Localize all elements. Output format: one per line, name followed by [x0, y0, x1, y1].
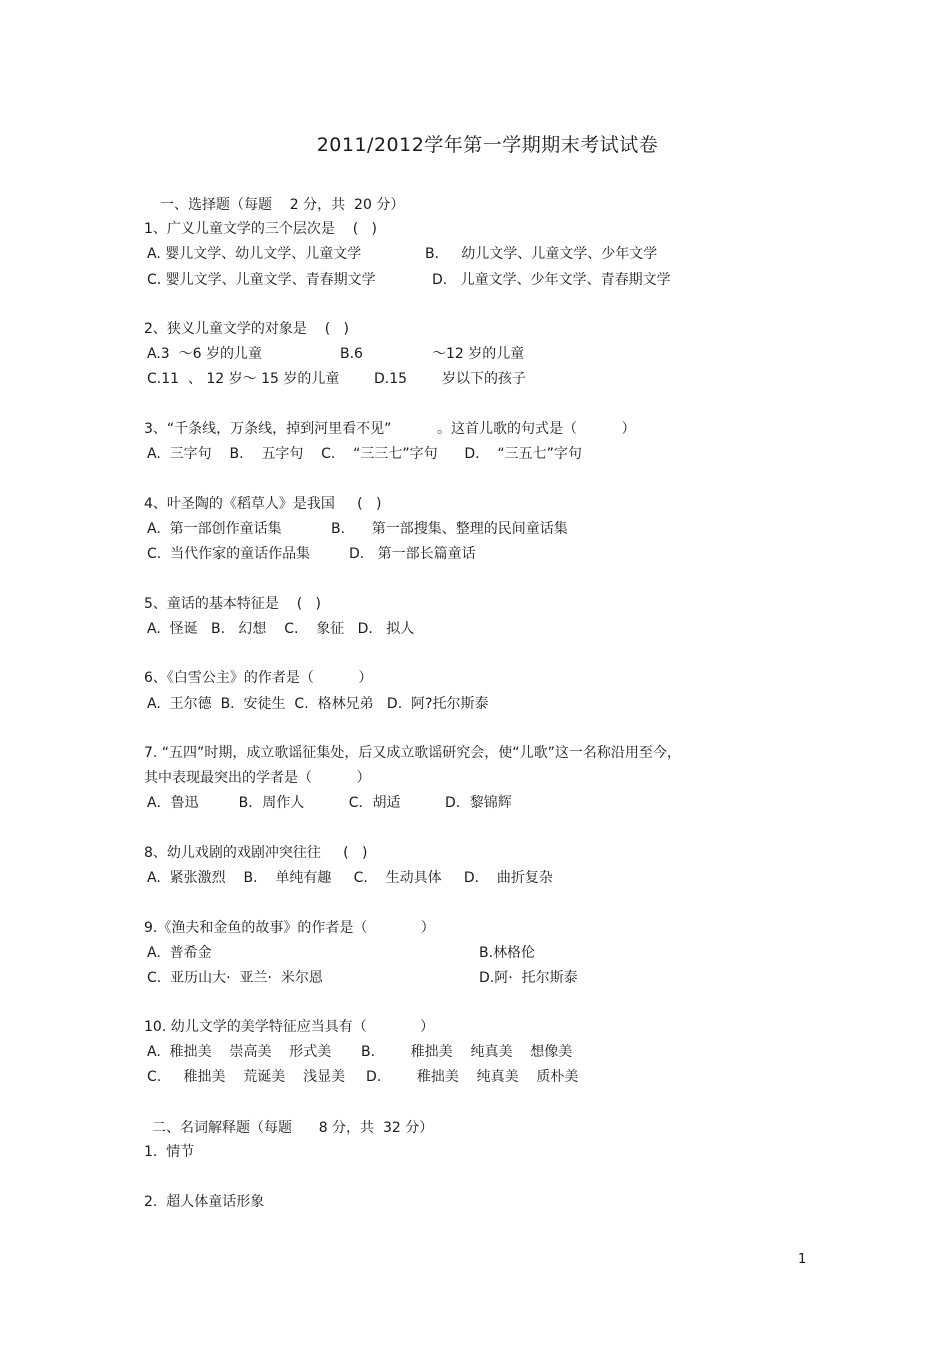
section1-heading: 一、选择题（每题 2 分，共 20 分） [160, 197, 405, 213]
q9-option-d: D.阿· 托尔斯泰 [479, 970, 578, 986]
q4-stem: 4、叶圣陶的《稻草人》是我国 ( ) [144, 496, 382, 512]
q4-option-c: C. 当代作家的童话作品集 [147, 546, 311, 562]
q9-stem: 9.《渔夫和金鱼的故事》的作者是（ ） [144, 920, 435, 936]
q9-option-b: B.林格伦 [479, 945, 536, 961]
q7-options: A．鲁迅 B．周作人 C．胡适 D．黎锦辉 [147, 795, 512, 811]
q10-option-c: C. 稚拙美 荒诞美 浅显美 [147, 1069, 346, 1085]
section2-heading: 二、名词解释题（每题 8 分，共 32 分） [152, 1120, 434, 1136]
q4-option-b: B. 第一部搜集、整理的民间童话集 [331, 521, 568, 537]
q2-option-d-rest: 岁以下的孩子 [442, 371, 526, 387]
page-number: 1 [798, 1252, 807, 1267]
q5-options: A. 怪诞 B. 幻想 C. 象征 D. 拟人 [147, 621, 415, 637]
exam-title: 2011/2012学年第一学期期末考试试卷 [316, 134, 659, 156]
q10-option-d: D. 稚拙美 纯真美 质朴美 [366, 1069, 579, 1085]
q3-stem-cont: 。这首儿歌的句式是（ ） [437, 421, 636, 437]
q1-option-b: B. 幼儿文学、儿童文学、少年文学 [425, 246, 658, 262]
q2-option-b-rest: ～12 岁的儿童 [432, 346, 525, 362]
q10-option-b: B. 稚拙美 纯真美 想像美 [361, 1044, 573, 1060]
q8-options: A. 紧张激烈 B. 单纯有趣 C. 生动具体 D. 曲折复杂 [147, 870, 553, 886]
q5-stem: 5、童话的基本特征是 ( ) [144, 596, 321, 612]
q7-stem: 7. “五四”时期，成立歌谣征集处，后又成立歌谣研究会，使“儿歌”这一名称沿用至今， [144, 745, 681, 761]
q2-option-b: B.6 [340, 346, 363, 362]
q6-stem: 6、《白雪公主》的作者是（ ） [144, 670, 373, 686]
q4-option-a: A. 第一部创作童话集 [147, 521, 282, 537]
q1-option-d: D. 儿童文学、少年文学、青春期文学 [432, 272, 671, 288]
q3-stem: 3、“千条线，万条线，掉到河里看不见” [144, 421, 392, 437]
q2-option-d: D.15 [374, 371, 408, 387]
q7-stem-cont: 其中表现最突出的学者是（ ） [144, 770, 371, 786]
section2-item-1: 1. 情节 [144, 1144, 195, 1160]
q4-option-d: D. 第一部长篇童话 [349, 546, 476, 562]
q6-options: A. 王尔德 B. 安徒生 C. 格林兄弟 D. 阿?托尔斯泰 [147, 696, 489, 712]
q10-stem: 10. 幼儿文学的美学特征应当具有（ ） [144, 1019, 435, 1035]
q3-options: A. 三字句 B. 五字句 C. “三三七”字句 D. “三五七”字句 [147, 446, 582, 462]
q8-stem: 8、幼儿戏剧的戏剧冲突往往 ( ) [144, 845, 368, 861]
q1-stem: 1、广义儿童文学的三个层次是 ( ) [144, 221, 377, 237]
section2-item-2: 2. 超人体童话形象 [144, 1194, 265, 1210]
q2-option-a: A.3 ～6 岁的儿童 [147, 346, 262, 362]
q2-option-c: C.11 、 12 岁～ 15 岁的儿童 [147, 371, 340, 387]
q1-option-c: C. 婴儿文学、儿童文学、青春期文学 [147, 272, 376, 288]
q9-option-a: A. 普希金 [147, 945, 212, 961]
q2-stem: 2、狭义儿童文学的对象是 ( ) [144, 321, 349, 337]
q10-option-a: A. 稚拙美 崇高美 形式美 [147, 1044, 332, 1060]
q1-option-a: A. 婴儿文学、幼儿文学、儿童文学 [147, 246, 362, 262]
q9-option-c: C. 亚历山大· 亚兰· 米尔恩 [147, 970, 323, 986]
